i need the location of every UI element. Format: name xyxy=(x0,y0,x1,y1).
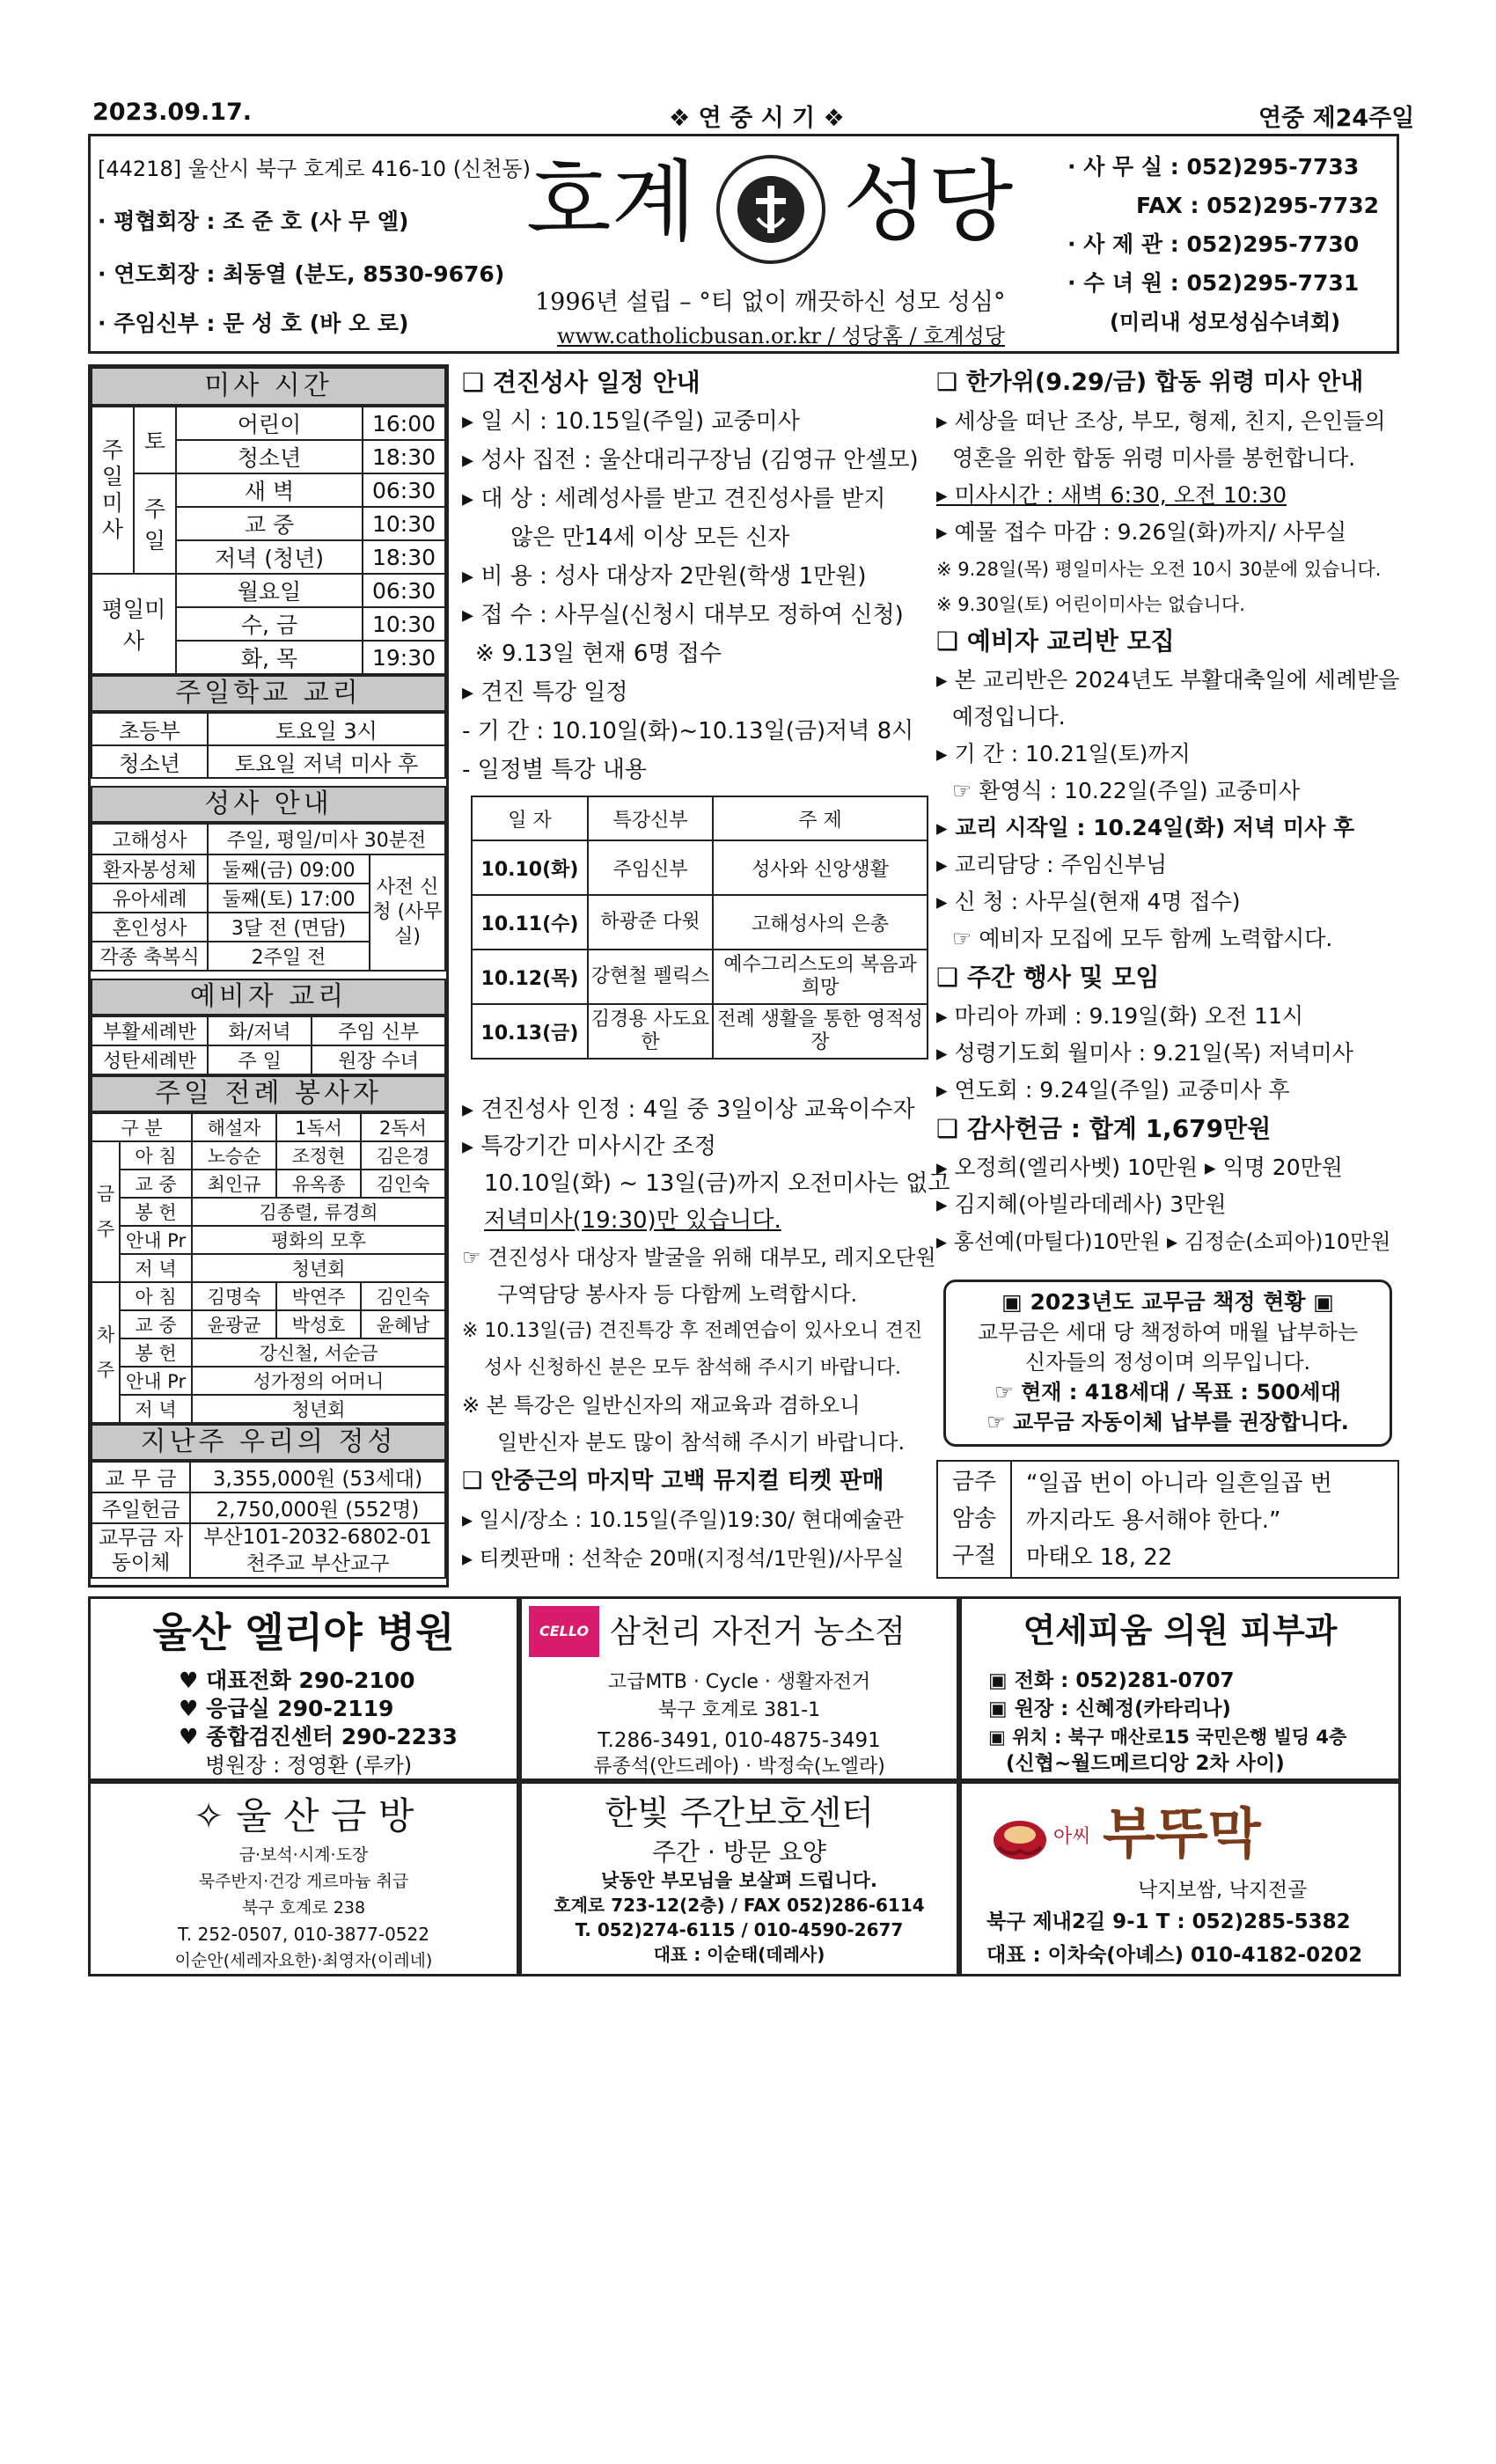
auto-transfer-label: 교무금 자동이체 xyxy=(92,1523,190,1578)
text-line: ▸ 교리 시작일 : 10.24일(화) 저녁 미사 후 xyxy=(936,815,1355,840)
confirmation-title: ❑ 견진성사 일정 안내 xyxy=(462,368,700,397)
server: 청년회 xyxy=(192,1254,445,1282)
lecturer: 주임신부 xyxy=(588,840,713,895)
slot: 저 녁 xyxy=(120,1254,192,1282)
col-head: 2독서 xyxy=(361,1113,445,1141)
ad-subtitle: 주간 · 방문 요양 xyxy=(652,1837,826,1866)
council-president: · 평협회장 : 조 준 호 (사 무 엘) xyxy=(98,209,409,234)
slot: 아 침 xyxy=(120,1282,192,1310)
server: 평화의 모후 xyxy=(192,1226,445,1254)
server: 김인숙 xyxy=(361,1170,445,1198)
ad-line: 호계로 723-12(2층) / FAX 052)286-6114 xyxy=(554,1895,925,1916)
text-line: ▸ 대 상 : 세례성사를 받고 견진성사를 받지 xyxy=(462,486,886,512)
text-line: ☞ 환영식 : 10.22일(주일) 교중미사 xyxy=(952,778,1301,803)
catechumen-table xyxy=(91,1016,446,1075)
class-name: 부활세례반 xyxy=(92,1016,208,1045)
weekly-events-title: ❑ 주간 행사 및 모임 xyxy=(936,963,1160,992)
lecture-date: 10.10(화) xyxy=(472,840,588,895)
lecturer: 하광준 다윗 xyxy=(588,895,713,950)
text-line: ▸ 세상을 떠난 조상, 부모, 형제, 친지, 은인들의 xyxy=(936,408,1386,434)
mass-time: 06:30 xyxy=(363,473,445,507)
prayer-president: · 연도회장 : 최동열 (분도, 8530-9676) xyxy=(98,261,505,287)
musical-title: ❑ 안중근의 마지막 고백 뮤지컬 티켓 판매 xyxy=(462,1468,884,1494)
sacrament-name: 혼인성사 xyxy=(92,913,208,942)
ad-line: T.286-3491, 010-4875-3491 xyxy=(598,1729,881,1752)
text-line: ☞ 견진성사 대상자 발굴을 위해 대부모, 레지오단원 xyxy=(462,1245,936,1270)
lecture-table xyxy=(471,796,928,1060)
lecture-topic: 예수그리스도의 복음과 희망 xyxy=(713,950,928,1004)
text-line: ▸ 마리아 까페 : 9.19일(화) 오전 11시 xyxy=(936,1003,1304,1029)
mass-time: 10:30 xyxy=(363,507,445,540)
text-line: ▸ 홍선예(마틸다)10만원 ▸ 김정순(소피아)10만원 xyxy=(936,1229,1391,1254)
this-week-label: 금주 xyxy=(92,1141,120,1282)
ad-line: 북구 호계로 381-1 xyxy=(657,1699,821,1721)
server: 김인숙 xyxy=(361,1282,445,1310)
text-line: ▸ 비 용 : 성사 대상자 2만원(학생 1만원) xyxy=(462,563,867,590)
ss-time: 토요일 3시 xyxy=(208,713,445,745)
lecture-date: 10.12(목) xyxy=(472,950,588,1004)
text-line: ▸ 신 청 : 사무실(현재 4명 접수) xyxy=(936,889,1241,914)
sunday-label: 주일 xyxy=(134,473,176,574)
server: 강신철, 서순금 xyxy=(192,1338,445,1367)
ad-hospital xyxy=(88,1596,519,1781)
text-line: - 기 간 : 10.10일(화)~10.13일(금)저녁 8시 xyxy=(462,718,914,744)
sacrament-when: 둘째(금) 09:00 xyxy=(208,854,370,884)
middle-column xyxy=(458,364,950,1588)
text-line: ※ 9.13일 현재 6명 접수 xyxy=(475,641,722,667)
text-line: ▸ 견진 특강 일정 xyxy=(462,679,628,706)
slot: 아 침 xyxy=(120,1141,192,1170)
mass-name: 수, 금 xyxy=(176,607,363,641)
mass-time: 16:00 xyxy=(363,407,445,440)
address: [44218] 울산시 북구 호계로 416-10 (신천동) xyxy=(98,157,531,181)
mass-time: 19:30 xyxy=(363,641,445,674)
convent-phone: · 수 녀 원 : 052)295-7731 xyxy=(1067,270,1360,296)
title-part-b: 성당 xyxy=(843,150,1014,253)
issue-date: 2023.09.17. xyxy=(92,99,253,126)
server: 최인규 xyxy=(192,1170,276,1198)
ad-line: 류종석(안드레아) · 박정숙(노엘라) xyxy=(593,1756,885,1778)
ad-title: 삼천리 자전거 농소점 xyxy=(610,1614,906,1650)
liturgical-season: ❖ 연 중 시 기 ❖ xyxy=(669,105,845,132)
verse-line: 마태오 18, 22 xyxy=(1026,1544,1173,1571)
octopus-dish-icon xyxy=(992,1812,1048,1861)
ad-line: ♥ 대표전화 290-2100 xyxy=(179,1668,415,1693)
text-line: 구역담당 봉사자 등 다함께 노력합시다. xyxy=(497,1282,858,1307)
offering-title: 지난주 우리의 정성 xyxy=(91,1424,446,1461)
slot: 안내 Pr xyxy=(120,1367,192,1395)
liturgical-week: 연중 제24주일 xyxy=(1258,105,1415,132)
slot: 교 중 xyxy=(120,1170,192,1198)
ad-line: ▣ 위치 : 북구 매산로15 국민은행 빌딩 4층 xyxy=(988,1727,1347,1748)
fax: FAX : 052)295-7732 xyxy=(1136,193,1379,218)
tithe-box-title: ▣ 2023년도 교무금 책정 현황 ▣ xyxy=(1001,1289,1334,1315)
text-line: ▸ 일 시 : 10.15일(주일) 교중미사 xyxy=(462,408,800,435)
ad-line: 금·보석·시계·도장 xyxy=(238,1845,369,1865)
text-line: 신자들의 정성이며 의무입니다. xyxy=(1024,1350,1311,1375)
catechumen-recruit-title: ❑ 예비자 교리반 모집 xyxy=(936,627,1175,656)
ad-jewelry xyxy=(88,1781,519,1976)
server: 김종렬, 류경희 xyxy=(192,1198,445,1226)
mass-time: 18:30 xyxy=(363,440,445,473)
mass-name: 청소년 xyxy=(176,440,363,473)
col-head: 일 자 xyxy=(472,796,588,840)
class-leader: 원장 수녀 xyxy=(312,1045,445,1074)
text-line: ▸ 접 수 : 사무실(신청시 대부모 정하여 신청) xyxy=(462,602,904,628)
text-line: ※ 10.13일(금) 견진특강 후 전례연습이 있사오니 견진 xyxy=(462,1320,923,1342)
slot: 안내 Pr xyxy=(120,1226,192,1254)
sacrament-when: 3달 전 (면담) xyxy=(208,913,370,942)
text-line: 10.10일(화) ~ 13일(금)까지 오전미사는 없고 xyxy=(484,1170,950,1197)
ad-line: ♥ 응급실 290-2119 xyxy=(179,1696,394,1721)
ss-time: 토요일 저녁 미사 후 xyxy=(208,745,445,778)
ad-restaurant xyxy=(959,1781,1401,1976)
text-line: ☞ 교무금 자동이체 납부를 권장합니다. xyxy=(986,1410,1349,1434)
sunday-school-table xyxy=(91,712,446,779)
text-line: ☞ 현재 : 418세대 / 목표 : 500세대 xyxy=(994,1380,1341,1404)
server: 노승순 xyxy=(192,1141,276,1170)
slot: 교 중 xyxy=(120,1310,192,1338)
mass-time: 18:30 xyxy=(363,540,445,574)
ad-line: 대표 : 이차숙(아녜스) 010-4182-0202 xyxy=(986,1944,1363,1967)
class-time: 화/저녁 xyxy=(208,1016,312,1045)
servers-title: 주일 전례 봉사자 xyxy=(91,1075,446,1112)
text-line: ▸ 본 교리반은 2024년도 부활대축일에 세례받을 xyxy=(936,667,1400,693)
mass-name: 월요일 xyxy=(176,574,363,607)
server: 성가정의 어머니 xyxy=(192,1367,445,1395)
text-line: ▸ 김지혜(아빌라데레사) 3만원 xyxy=(936,1192,1227,1217)
col-head: 해설자 xyxy=(192,1113,276,1141)
offering-label: 교 무 금 xyxy=(92,1462,190,1492)
text-line: ▸ 예물 접수 마감 : 9.26일(화)까지/ 사무실 xyxy=(936,519,1347,545)
ad-bicycle xyxy=(519,1596,959,1781)
pastor: · 주임신부 : 문 성 호 (바 오 로) xyxy=(98,311,409,336)
verse-box xyxy=(936,1460,1399,1579)
lecture-topic: 고해성사의 은총 xyxy=(713,895,928,950)
verse-line: “일곱 번이 아니라 일흔일곱 번 xyxy=(1026,1470,1332,1497)
ad-line: 북구 호계로 238 xyxy=(241,1898,366,1918)
ad-dermatology xyxy=(959,1596,1401,1781)
office-phone: · 사 무 실 : 052)295-7733 xyxy=(1067,154,1360,180)
sacrament-when: 주일, 평일/미사 30분전 xyxy=(208,824,445,854)
lecture-topic: 성사와 신앙생활 xyxy=(713,840,928,895)
server: 조정현 xyxy=(276,1141,361,1170)
mass-name: 새 벽 xyxy=(176,473,363,507)
ad-line: ▣ 원장 : 신혜정(카타리나) xyxy=(988,1698,1231,1720)
convent-name: (미리내 성모성심수녀회) xyxy=(1110,310,1341,334)
ad-line: 병원장 : 정영환 (루카) xyxy=(205,1753,413,1778)
rectory-phone: · 사 제 관 : 052)295-7730 xyxy=(1067,231,1360,257)
ss-group: 초등부 xyxy=(92,713,208,745)
right-column xyxy=(935,364,1401,1588)
text-line: 예정입니다. xyxy=(952,704,1066,730)
text-line: ▸ 성령기도회 월미사 : 9.21일(목) 저녁미사 xyxy=(936,1040,1353,1066)
next-week-label: 차주 xyxy=(92,1282,120,1423)
church-seal-icon xyxy=(714,152,828,267)
mass-times-table xyxy=(91,406,446,675)
text-line: ▸ 기 간 : 10.21일(토)까지 xyxy=(936,741,1191,766)
class-leader: 주임 신부 xyxy=(312,1016,445,1045)
lecture-topic: 전례 생활을 통한 영적성장 xyxy=(713,1004,928,1059)
mass-times-title: 미사 시간 xyxy=(91,367,446,406)
sacrament-title: 성사 안내 xyxy=(91,786,446,823)
text-line: 저녁미사(19:30)만 있습니다. xyxy=(484,1207,781,1234)
mass-name: 교 중 xyxy=(176,507,363,540)
ad-small: 아씨 xyxy=(1053,1826,1091,1848)
text-line: ▸ 오정희(엘리사벳) 10만원 ▸ 익명 20만원 xyxy=(936,1155,1343,1180)
text-line: ※ 9.30일(토) 어린이미사는 없습니다. xyxy=(936,594,1245,615)
mass-name: 저녁 (청년) xyxy=(176,540,363,574)
ad-line: ♥ 종합검진센터 290-2233 xyxy=(179,1724,458,1749)
auto-transfer-account: 부산101-2032-6802-01 천주교 부산교구 xyxy=(190,1523,445,1578)
server: 김은경 xyxy=(361,1141,445,1170)
ad-title: ✧ 울 산 금 방 xyxy=(193,1794,414,1837)
class-time: 주 일 xyxy=(208,1045,312,1074)
text-line: 않은 만14세 이상 모든 신자 xyxy=(510,524,790,551)
text-line: 성사 신청하신 분은 모두 참석해 주시기 바랍니다. xyxy=(484,1357,901,1379)
ad-line: T. 052)274-6115 / 010-4590-2677 xyxy=(575,1919,904,1940)
sacrament-apply-note: 사전 신청 (사무실) xyxy=(370,854,445,971)
col-head: 구 분 xyxy=(92,1113,192,1141)
ad-line: 낙지보쌈, 낙지전골 xyxy=(1138,1879,1308,1902)
saturday-label: 토 xyxy=(134,407,176,473)
ss-group: 청소년 xyxy=(92,745,208,778)
ad-line: 낮동안 부모님을 보살펴 드립니다. xyxy=(601,1870,877,1891)
tithe-status-box xyxy=(943,1280,1392,1447)
ad-line: ▣ 전화 : 052)281-0707 xyxy=(988,1669,1235,1692)
server: 청년회 xyxy=(192,1395,445,1423)
thanks-offering-title: ❑ 감사헌금 : 합계 1,679만원 xyxy=(936,1114,1272,1143)
sacrament-name: 유아세례 xyxy=(92,884,208,913)
text-line: ※ 본 특강은 일반신자의 재교육과 겸하오니 xyxy=(462,1393,861,1418)
text-line: ▸ 티켓판매 : 선착순 20매(지정석/1만원)/사무실 xyxy=(462,1546,905,1571)
sunday-mass-label: 주일미사 xyxy=(92,407,134,574)
sacrament-when: 2주일 전 xyxy=(208,942,370,971)
left-column xyxy=(88,364,449,1588)
ad-title: 연세피움 의원 피부과 xyxy=(1023,1611,1338,1650)
sacrament-name: 환자봉성체 xyxy=(92,854,208,884)
ad-title: 부뚜막 xyxy=(1103,1801,1261,1866)
ad-line: 이순안(세레자요한)·최영자(이레네) xyxy=(174,1951,433,1970)
mass-name: 화, 목 xyxy=(176,641,363,674)
established: 1996년 설립 – °티 없이 깨끗하신 성모 성심° xyxy=(535,289,1006,316)
server: 윤광균 xyxy=(192,1310,276,1338)
slot: 저 녁 xyxy=(120,1395,192,1423)
weekday-mass-label: 평일미사 xyxy=(92,574,176,674)
class-name: 성탄세례반 xyxy=(92,1045,208,1074)
lecturer: 강현철 펠릭스 xyxy=(588,950,713,1004)
slot: 봉 헌 xyxy=(120,1338,192,1367)
lecturer: 김경용 사도요한 xyxy=(588,1004,713,1059)
offering-value: 2,750,000원 (552명) xyxy=(190,1492,445,1523)
sacrament-when: 둘째(토) 17:00 xyxy=(208,884,370,913)
server: 윤혜남 xyxy=(361,1310,445,1338)
ad-title: 한빛 주간보호센터 xyxy=(605,1793,874,1832)
text-line: ▸ 성사 집전 : 울산대리구장님 (김영규 안셀모) xyxy=(462,447,919,473)
col-head: 주 제 xyxy=(713,796,928,840)
text-line: ▸ 일시/장소 : 10.15일(주일)19:30/ 현대예술관 xyxy=(462,1507,904,1532)
text-line: 영혼을 위한 합동 위령 미사를 봉헌합니다. xyxy=(952,445,1356,471)
text-line: 일반신자 분도 많이 참석해 주시기 바랍니다. xyxy=(497,1430,906,1455)
cello-logo: CELLO xyxy=(529,1606,599,1657)
offering-table xyxy=(91,1461,446,1579)
title-part-a: 호계 xyxy=(526,150,697,253)
server: 박연주 xyxy=(276,1282,361,1310)
text-line: ※ 9.28일(목) 평일미사는 오전 10시 30분에 있습니다. xyxy=(936,559,1382,580)
ad-line: 대표 : 이순태(데레사) xyxy=(653,1944,825,1965)
memorial-mass-title: ❑ 한가위(9.29/금) 합동 위령 미사 안내 xyxy=(936,369,1364,396)
header xyxy=(88,134,1399,354)
text-line: ▸ 미사시간 : 새벽 6:30, 오전 10:30 xyxy=(936,482,1287,508)
ad-title: 울산 엘리야 병원 xyxy=(152,1609,455,1656)
server: 김명숙 xyxy=(192,1282,276,1310)
ad-line: 묵주반지·건강 게르마늄 취급 xyxy=(198,1872,409,1891)
sacrament-table xyxy=(91,823,446,972)
offering-value: 3,355,000원 (53세대) xyxy=(190,1462,445,1492)
offering-label: 주일헌금 xyxy=(92,1492,190,1523)
text-line: 교무금은 세대 당 책정하여 매월 납부하는 xyxy=(977,1320,1359,1345)
text-line: ▸ 교리담당 : 주임신부님 xyxy=(936,852,1168,877)
mass-name: 어린이 xyxy=(176,407,363,440)
ad-line: (신협~월드메르디앙 2차 사이) xyxy=(1006,1752,1285,1775)
server: 박성호 xyxy=(276,1310,361,1338)
server: 유옥종 xyxy=(276,1170,361,1198)
catechumen-title: 예비자 교리 xyxy=(91,979,446,1016)
ad-line: T. 252-0507, 010-3877-0522 xyxy=(178,1924,429,1945)
text-line: ▸ 특강기간 미사시간 조정 xyxy=(462,1133,717,1160)
text-line: ☞ 예비자 모집에 모두 함께 노력합시다. xyxy=(952,926,1333,951)
lecture-date: 10.11(수) xyxy=(472,895,588,950)
text-line: ▸ 견진성사 인정 : 4일 중 3일이상 교육이수자 xyxy=(462,1096,915,1123)
sacrament-name: 각종 축복식 xyxy=(92,942,208,971)
text-line: ▸ 연도회 : 9.24일(주일) 교중미사 후 xyxy=(936,1077,1290,1103)
ad-line: 북구 제내2길 9-1 T : 052)285-5382 xyxy=(986,1910,1351,1933)
ad-line: 고급MTB · Cycle · 생활자전거 xyxy=(607,1671,871,1693)
mass-time: 10:30 xyxy=(363,607,445,641)
sunday-school-title: 주일학교 교리 xyxy=(91,675,446,712)
text-line: - 일정별 특강 내용 xyxy=(462,757,647,783)
verse-line: 까지라도 용서해야 한다.” xyxy=(1026,1507,1281,1534)
servers-table xyxy=(91,1112,446,1424)
ad-daycare xyxy=(519,1781,959,1976)
col-head: 1독서 xyxy=(276,1113,361,1141)
mass-time: 06:30 xyxy=(363,574,445,607)
col-head: 특강신부 xyxy=(588,796,713,840)
lecture-date: 10.13(금) xyxy=(472,1004,588,1059)
verse-label: 금주 암송 구절 xyxy=(938,1462,1012,1577)
slot: 봉 헌 xyxy=(120,1198,192,1226)
website-link[interactable]: www.catholicbusan.or.kr / 성당홈 / 호계성당 xyxy=(557,324,1005,348)
sacrament-name: 고해성사 xyxy=(92,824,208,854)
